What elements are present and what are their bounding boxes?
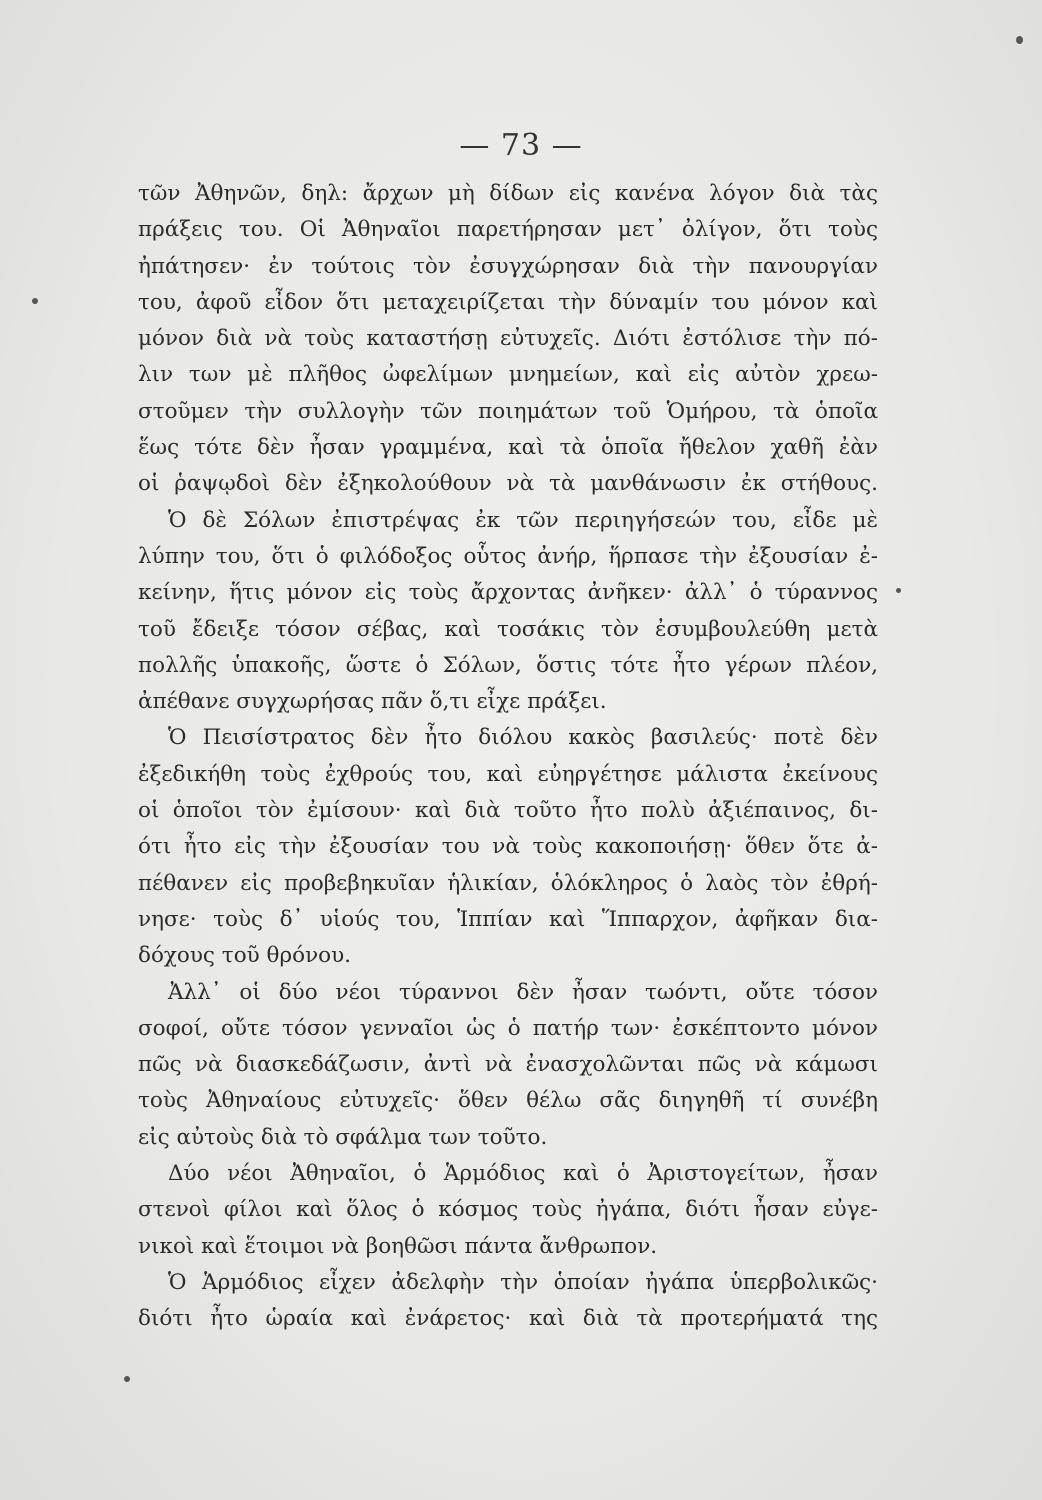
text-line: Ὁ Πεισίστρατος δὲν ἦτο διόλου κακὸς βασιλεύς· ποτὲ δὲν <box>168 725 878 751</box>
text-line: στοῦμεν τὴν συλλογὴν τῶν ποιημάτων τοῦ Ὁμήρου, τὰ ὁποῖα <box>138 398 878 424</box>
text-line: πέθανεν εἰς προβεβηκυῖαν ἡλικίαν, ὁλόκληρος ὁ λαὸς τὸν ἐθρή- <box>138 870 878 896</box>
ink-spot <box>1016 36 1023 44</box>
text-line: οἱ ὁποῖοι τὸν ἐμίσουν· καὶ διὰ τοῦτο ἦτο πολὺ ἀξιέπαινος, δι- <box>138 798 878 824</box>
text-line: μόνον διὰ νὰ τοὺς καταστήσῃ εὐτυχεῖς. Διότι ἐστόλισε τὴν πό- <box>138 326 878 352</box>
text-line: πράξεις του. Οἱ Ἀθηναῖοι παρετήρησαν μετ᾽ ὀλίγον, ὅτι τοὺς <box>138 217 878 243</box>
ink-spot <box>896 588 901 593</box>
text-line: τῶν Ἀθηνῶν, δηλ: ἄρχων μὴ δίδων εἰς κανένα λόγον διὰ τὰς <box>138 181 878 206</box>
ink-spot <box>124 1376 130 1382</box>
page-number: — 73 — <box>459 128 583 163</box>
text-line: εἰς αὐτοὺς διὰ τὸ σφάλμα των τοῦτο. <box>138 1124 548 1150</box>
text-line: ἠπάτησεν· ἐν τούτοις τὸν ἐσυγχώρησαν διὰ τὴν πανουργίαν <box>138 253 878 279</box>
text-line: στενοὶ φίλοι καὶ ὅλος ὁ κόσμος τοὺς ἠγάπα, διότι ἦσαν εὐγε- <box>138 1197 878 1223</box>
text-line: Δύο νέοι Ἀθηναῖοι, ὁ Ἁρμόδιος καὶ ὁ Ἀριστογείτων, ἦσαν <box>168 1161 878 1187</box>
text-line: του, ἀφοῦ εἶδον ὅτι μεταχειρίζεται τὴν δύναμίν του μόνον καὶ <box>138 289 878 315</box>
text-line: λιν των μὲ πλῆθος ὠφελίμων μνημείων, καὶ εἰς αὐτὸν χρεω- <box>138 362 878 388</box>
text-line: ἐξεδικήθη τοὺς ἐχθρούς του, καὶ εὐηργέτησε μάλιστα ἐκείνους <box>138 761 878 787</box>
text-line: διότι ἦτο ὡραία καὶ ἐνάρετος· καὶ διὰ τὰ προτερήματά της <box>138 1306 878 1332</box>
text-line: ἀπέθανε συγχωρήσας πᾶν ὅ,τι εἶχε πράξει. <box>138 689 607 715</box>
text-line: οἱ ῥαψῳδοὶ δὲν ἐξηκολούθουν νὰ τὰ μανθάνωσιν ἐκ στήθους. <box>138 471 878 497</box>
text-line: κείνην, ἥτις μόνον εἰς τοὺς ἄρχοντας ἀνῆκεν· ἀλλ᾽ ὁ τύραννος <box>138 580 878 606</box>
text-line: πῶς νὰ διασκεδάζωσιν, ἀντὶ νὰ ἐνασχολῶνται πῶς νὰ κάμωσι <box>138 1052 878 1078</box>
text-line: νησε· τοὺς δ᾽ υἱούς του, Ἱππίαν καὶ Ἵππαρχον, ἀφῆκαν δια- <box>138 906 878 932</box>
text-line: σοφοί, οὔτε τόσον γενναῖοι ὡς ὁ πατήρ των· ἐσκέπτοντο μόνον <box>138 1015 878 1041</box>
text-line: λύπην του, ὅτι ὁ φιλόδοξος οὗτος ἀνήρ, ἥρπασε τὴν ἐξουσίαν ἐ- <box>138 543 878 569</box>
text-line: τοῦ ἔδειξε τόσον σέβας, καὶ τοσάκις τὸν ἐσυμβουλεύθη μετὰ <box>138 616 878 642</box>
text-line: Ὁ δὲ Σόλων ἐπιστρέψας ἐκ τῶν περιηγήσεών του, εἶδε μὲ <box>168 507 878 533</box>
text-line: ἕως τότε δὲν ἦσαν γραμμένα, καὶ τὰ ὁποῖα ἤθελον χαθῆ ἐὰν <box>138 435 878 461</box>
text-line: τοὺς Ἀθηναίους εὐτυχεῖς· ὅθεν θέλω σᾶς διηγηθῆ τί συνέβη <box>138 1088 878 1114</box>
text-line: πολλῆς ὑπακοῆς, ὥστε ὁ Σόλων, ὅστις τότε ἦτο γέρων πλέον, <box>138 652 878 678</box>
text-line: Ὁ Ἁρμόδιος εἶχεν ἀδελφὴν τὴν ὁποίαν ἠγάπα ὑπερβολικῶς· <box>168 1269 878 1295</box>
ink-spot <box>32 298 38 304</box>
text-line: Ἀλλ᾽ οἱ δύο νέοι τύραννοι δὲν ἦσαν τωόντι, οὔτε τόσον <box>168 979 878 1005</box>
body-text <box>138 176 878 1338</box>
text-line: νικοὶ καὶ ἕτοιμοι νὰ βοηθῶσι πάντα ἄνθρωπον. <box>138 1233 658 1259</box>
text-line: δόχους τοῦ θρόνου. <box>138 943 351 969</box>
text-line: ότι ἦτο εἰς τὴν ἐξουσίαν του νὰ τοὺς κακοποιήσῃ· ὅθεν ὅτε ἀ- <box>138 834 878 860</box>
